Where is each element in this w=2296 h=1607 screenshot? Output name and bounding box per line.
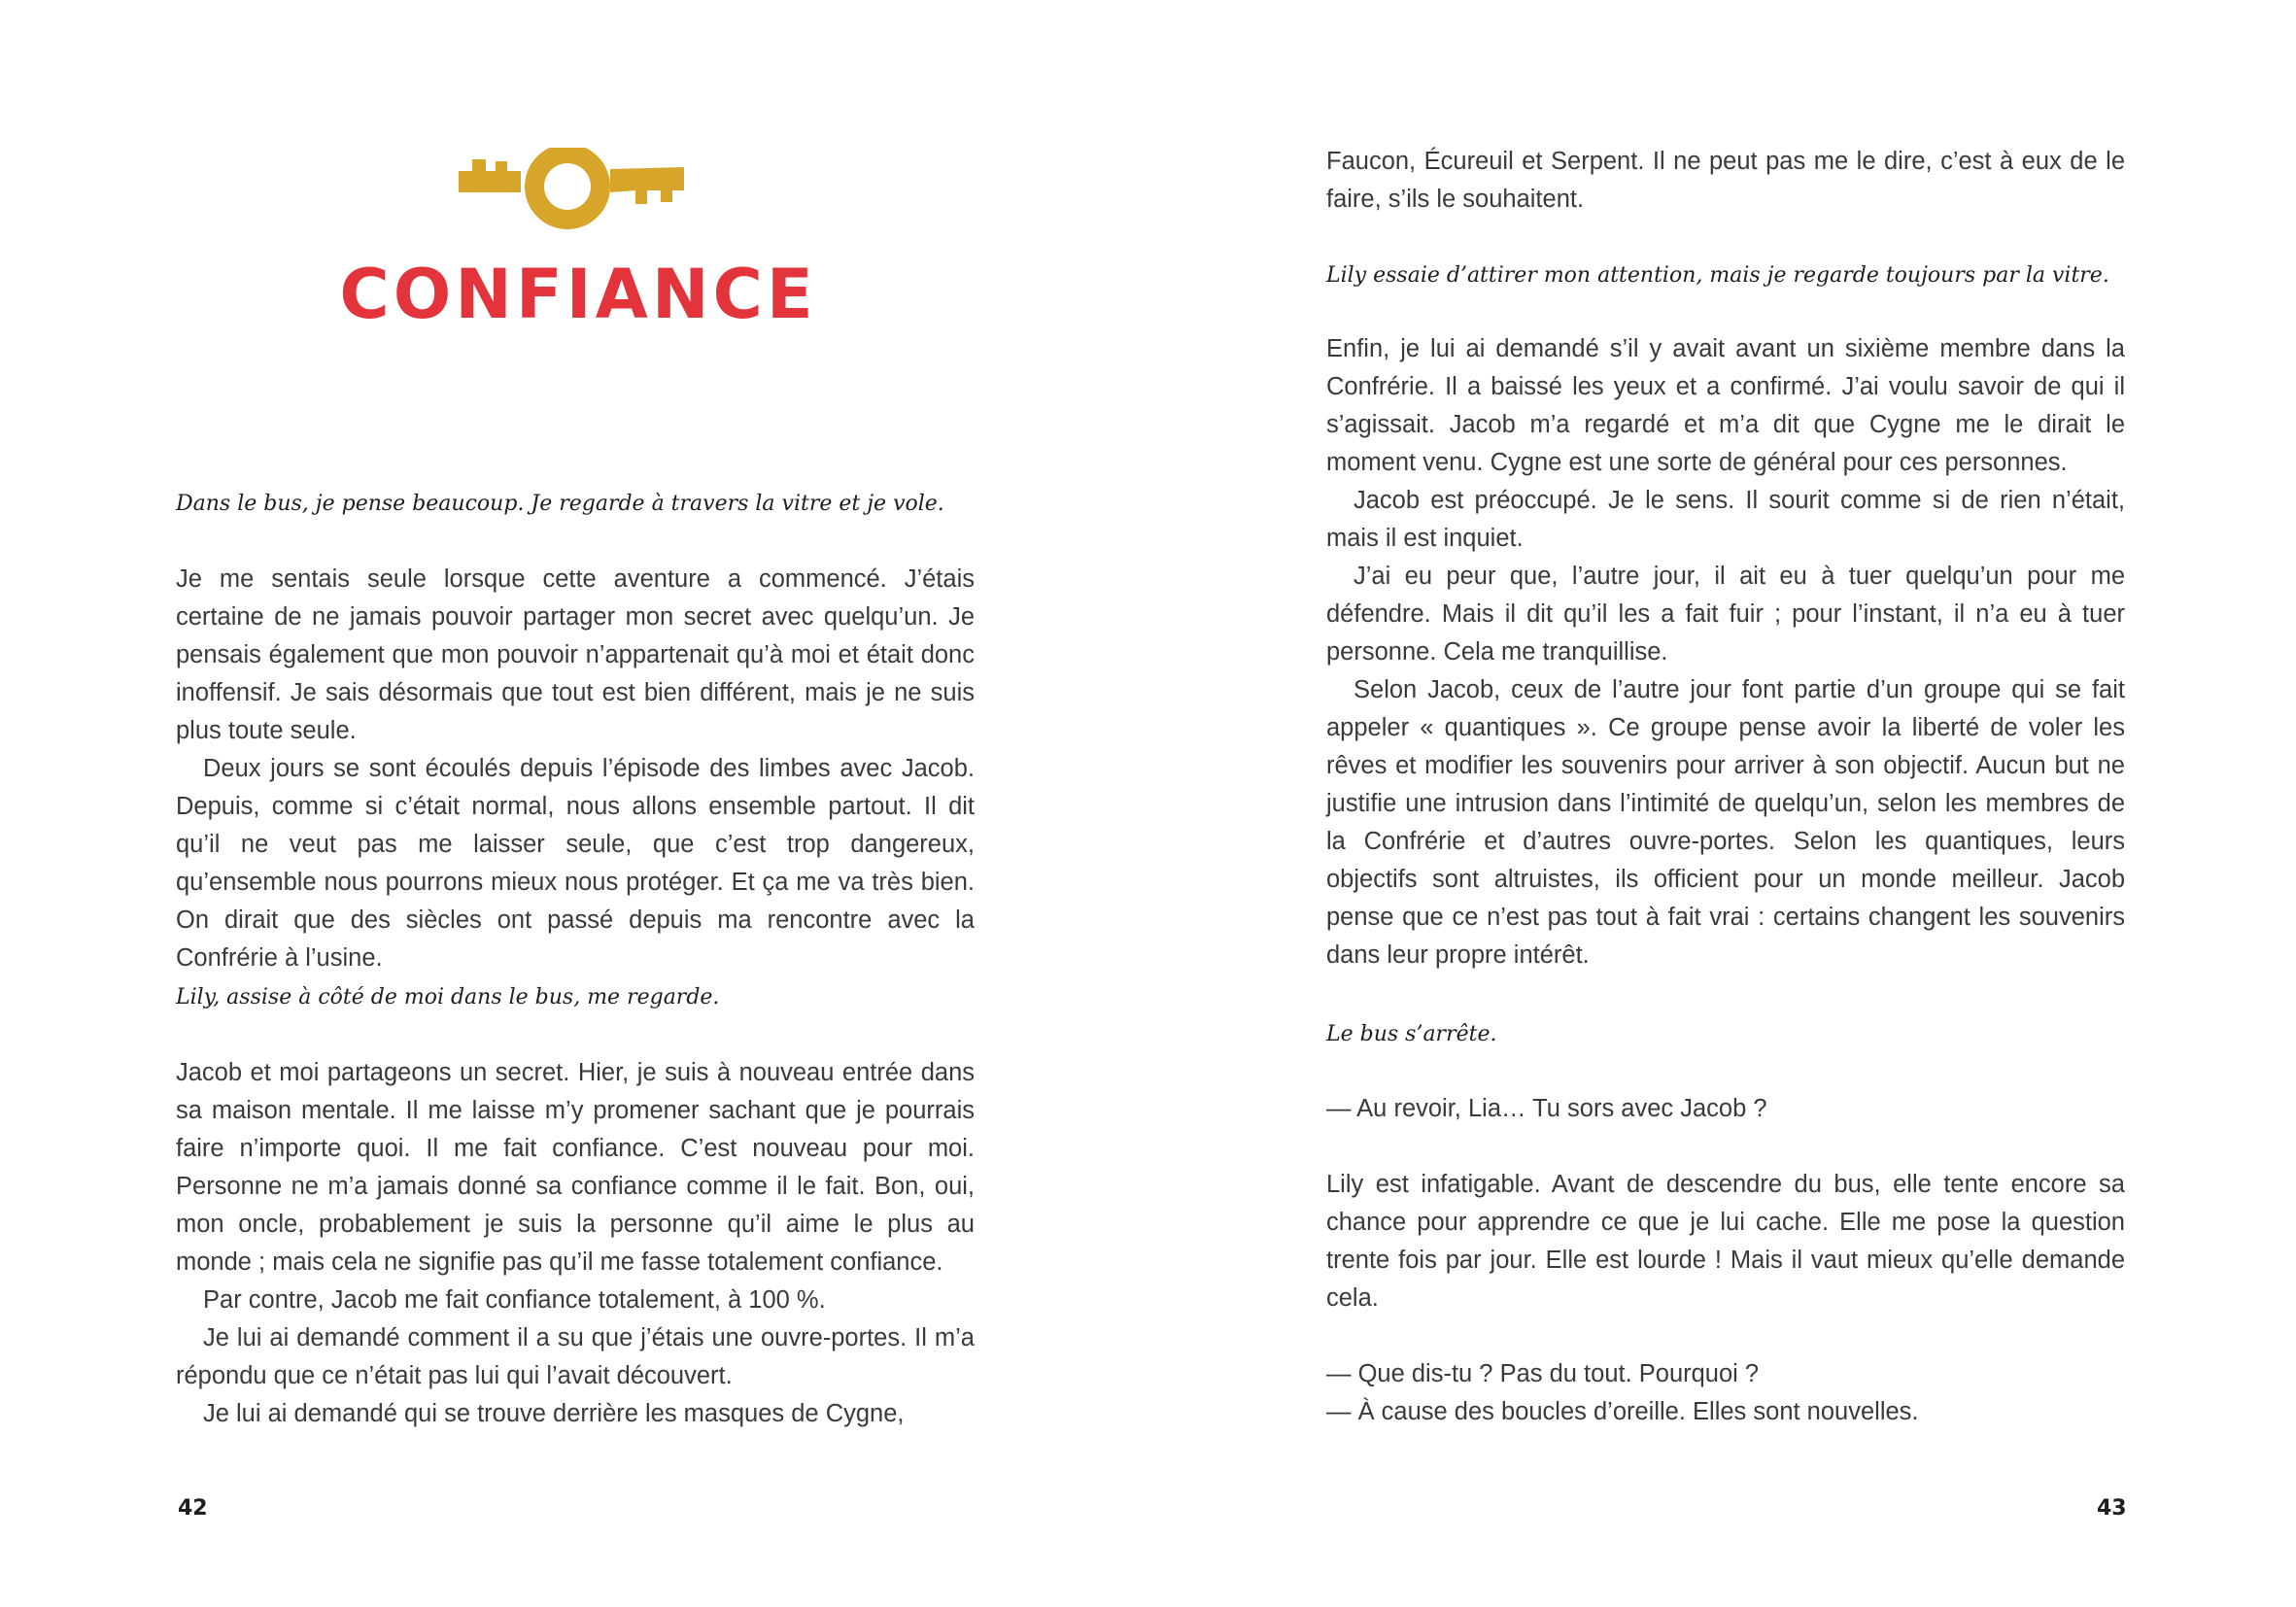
paragraph: J’ai eu peur que, l’autre jour, il ait eu à tuer quelqu’un pour me défendre. Mais il dit qu’il les a fait fuir ; pour l’instant, il n’a eu à tuer personne. Cela me tranquillise.	[1326, 563, 2125, 666]
text-block-1	[1326, 143, 2125, 219]
script-line: Le bus s’arrête.	[1326, 1022, 1497, 1046]
paragraph: Selon Jacob, ceux de l’autre jour font partie d’un groupe qui se fait appeler « quantiques ». Ce groupe pense avoir la liberté de voler les rêves et modifier les souvenirs pour arriver à son objectif. Aucun but ne justifie une intrusion dans l’intimité de quelqu’un, selon les membres de la Confrérie et d’autres ouvre-portes. Selon les quantiques, leurs objectifs sont altruistes, ils officient pour un monde meilleur. Jacob pense que ce n’est pas tout à fait vrai : certains changent les souvenirs dans leur propre intérêt.	[1326, 676, 2125, 969]
paragraph: Je lui ai demandé comment il a su que j’étais une ouvre-portes. Il m’a répondu que ce n’était pas lui qui l’avait découvert.	[176, 1324, 975, 1389]
intro-script-line: Dans le bus, je pense beaucoup. Je regarde à travers la vitre et je vole.	[176, 492, 944, 516]
paragraph: Faucon, Écureuil et Serpent. Il ne peut pas me le dire, c’est à eux de le faire, s’ils le souhaitent.	[1326, 148, 2125, 213]
script-line: Lily essaie d’attirer mon attention, mais je regarde toujours par la vitre.	[1326, 263, 2109, 288]
text-block-2	[176, 1054, 975, 1433]
script-line: Lily, assise à côté de moi dans le bus, me regarde.	[176, 985, 720, 1009]
paragraph: Deux jours se sont écoulés depuis l’épisode des limbes avec Jacob. Depuis, comme si c’était normal, nous allons ensemble partout. Il dit qu’il ne veut pas me laisser seule, que c’est trop dangereux, qu’ensemble nous pourrons mieux nous protéger. Et ça me va très bien. On dirait que des siècles ont passé depuis ma rencontre avec la Confrérie à l’usine.	[176, 755, 975, 972]
text-block-3	[1326, 1166, 2125, 1317]
paragraph: Jacob est préoccupé. Je le sens. Il sourit comme si de rien n’était, mais il est inquiet.	[1326, 487, 2125, 552]
paragraph: Jacob et moi partageons un secret. Hier, je suis à nouveau entrée dans sa maison mentale. Il me laisse m’y promener sachant que je pourrais faire n’importe quoi. Il me fait confiance. C’est nouveau pour moi. Personne ne m’a jamais donné sa confiance comme il le fait. Bon, oui, mon oncle, probablement je suis la personne qu’il aime le plus au monde ; mais cela ne signifie pas qu’il me fasse totalement confiance.	[176, 1059, 975, 1276]
page-number: 43	[2097, 1496, 2127, 1521]
dialogue-line: — Que dis-tu ? Pas du tout. Pourquoi ?	[1326, 1360, 1760, 1387]
text-block-1	[176, 561, 975, 977]
right-page	[1147, 0, 2296, 1607]
chapter-title: CONFIANCE	[339, 255, 817, 334]
paragraph: Enfin, je lui ai demandé s’il y avait avant un sixième membre dans la Confrérie. Il a baissé les yeux et a confirmé. J’ai voulu savoir de qui il s’agissait. Jacob m’a regardé et m’a dit que Cygne me le dirait le moment venu. Cygne est une sorte de général pour ces personnes.	[1326, 335, 2125, 476]
paragraph: Lily est infatigable. Avant de descendre du bus, elle tente encore sa chance pour apprendre ce que je lui cache. Elle me pose la question trente fois par jour. Elle est lourde ! Mais il vaut mieux qu’elle demande cela.	[1326, 1171, 2125, 1312]
dialogue-line: — À cause des boucles d’oreille. Elles sont nouvelles.	[1326, 1398, 1919, 1425]
key-icon	[457, 148, 692, 235]
page-number: 42	[178, 1496, 208, 1521]
text-block-2	[1326, 330, 2125, 974]
paragraph: Je me sentais seule lorsque cette aventure a commencé. J’étais certaine de ne jamais pouvoir partager mon secret avec quelqu’un. Je pensais également que mon pouvoir n’appartenait qu’à moi et était donc inoffensif. Je sais désormais que tout est bien différent, mais je ne suis plus toute seule.	[176, 565, 975, 744]
paragraph: Par contre, Jacob me fait confiance totalement, à 100 %.	[203, 1286, 826, 1314]
dialogue-line: — Au revoir, Lia… Tu sors avec Jacob ?	[1326, 1095, 1767, 1122]
paragraph: Je lui ai demandé qui se trouve derrière les masques de Cygne,	[203, 1400, 905, 1427]
dialogue-block	[1326, 1355, 2125, 1431]
left-page	[0, 0, 1147, 1607]
